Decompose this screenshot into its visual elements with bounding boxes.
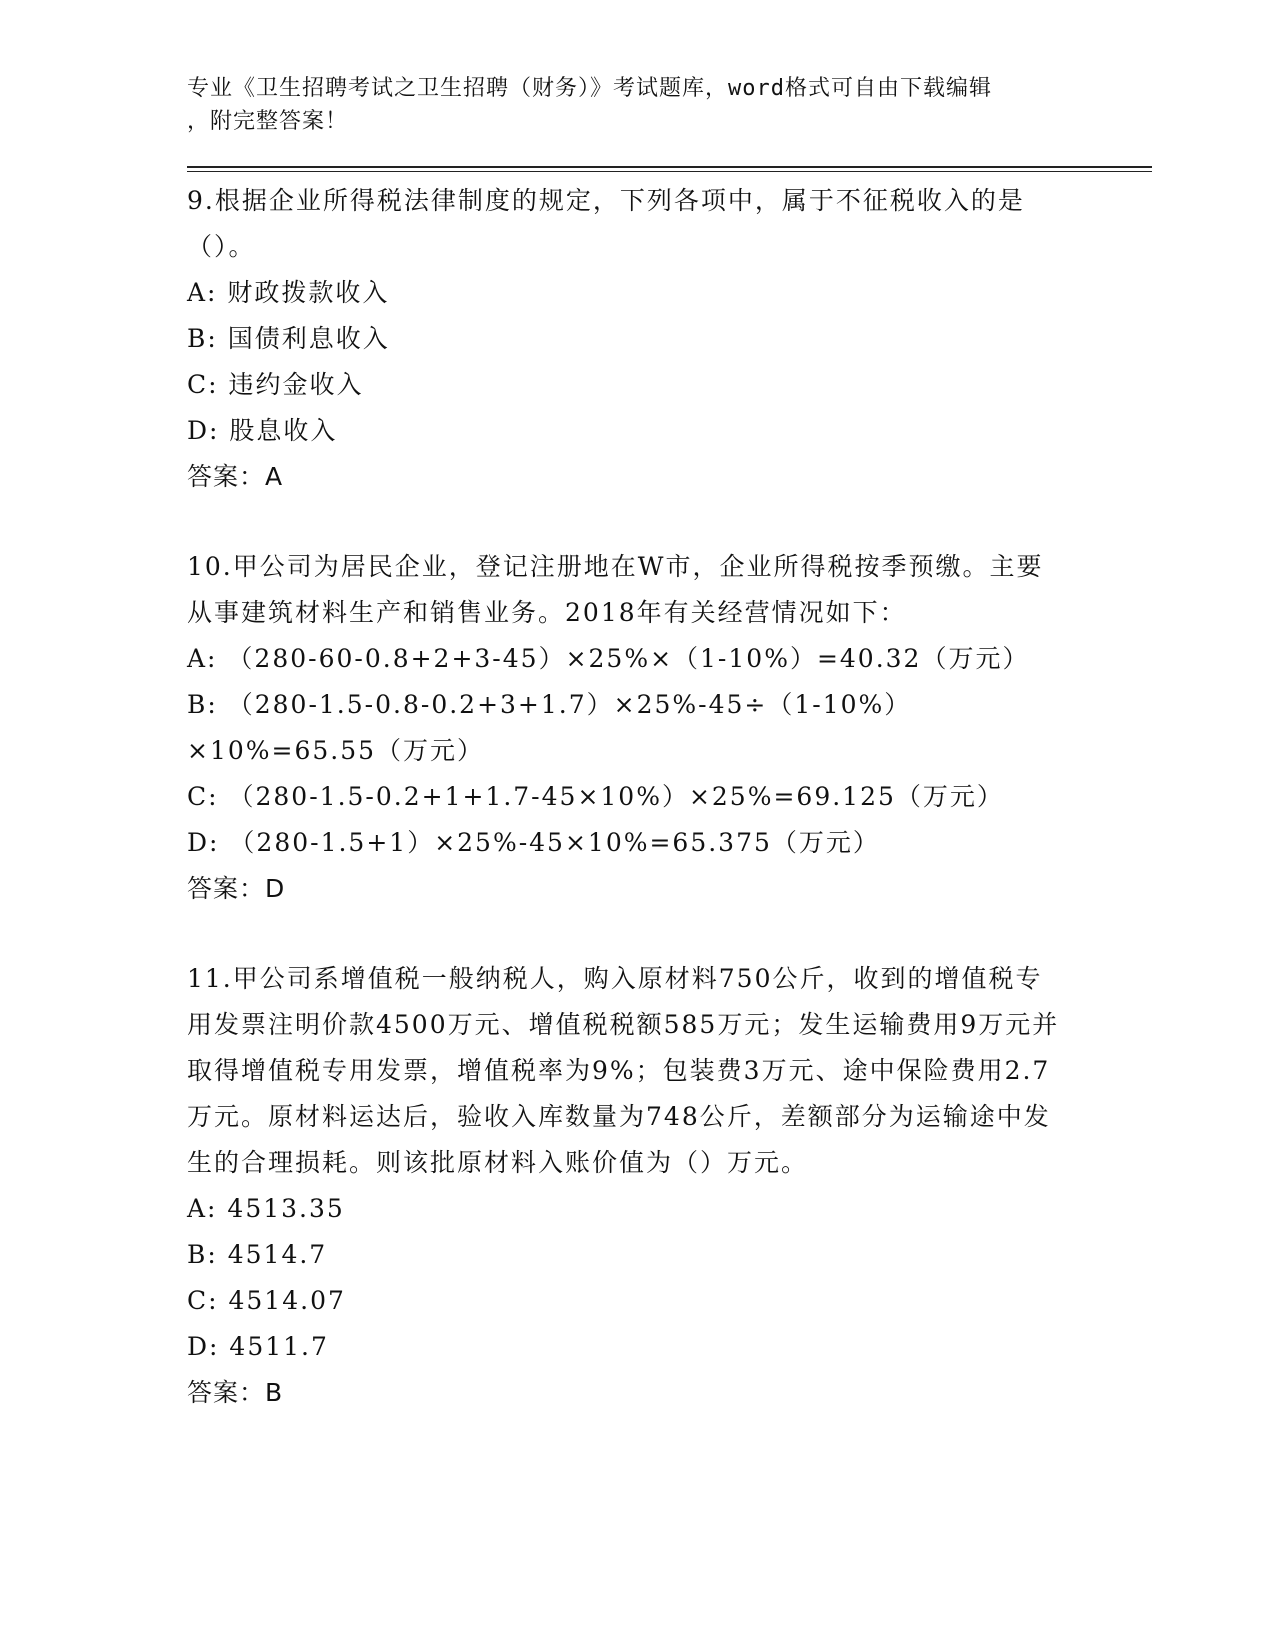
- option-a: A: （280-60-0.8+2+3-45）×25%×（1-10%）=40.32（万元）: [187, 644, 1030, 673]
- document-page: [187, 72, 1152, 1416]
- option-d: D: 4511.7: [187, 1332, 329, 1361]
- option-b: B: （280-1.5-0.8-0.2+3+1.7）×25%-45÷（1-10%）×10%=65.55（万元）: [187, 690, 912, 765]
- header-divider: [187, 166, 1152, 172]
- question-stem: 10.甲公司为居民企业，登记注册地在W市，企业所得税按季预缴。主要从事建筑材料生产和销售业务。2018年有关经营情况如下：: [187, 552, 1044, 627]
- option-c: C: 违约金收入: [187, 370, 364, 399]
- answer-label: 答案：B: [187, 1378, 284, 1407]
- answer-label: 答案：D: [187, 874, 286, 903]
- option-a: A: 财政拨款收入: [187, 278, 390, 307]
- option-a: A: 4513.35: [187, 1194, 345, 1223]
- question-list: [187, 178, 1152, 1416]
- question-10: [187, 544, 1152, 912]
- document-header: 专业《卫生招聘考试之卫生招聘（财务）》考试题库，word格式可自由下载编辑 ，附完整答案！: [187, 76, 992, 134]
- option-b: B: 4514.7: [187, 1240, 328, 1269]
- option-c: C: 4514.07: [187, 1286, 346, 1315]
- option-d: D: （280-1.5+1）×25%-45×10%=65.375（万元）: [187, 828, 880, 857]
- question-stem: 11.甲公司系增值税一般纳税人，购入原材料750公斤，收到的增值税专用发票注明价款4500万元、增值税税额585万元；发生运输费用9万元并取得增值税专用发票，增值税率为9%；包装费3万元、途中保险费用2.7万元。原材料运达后，验收入库数量为748公斤，差额部分为运输途中发生的合理损耗。则该批原材料入账价值为（）万元。: [187, 964, 1060, 1177]
- question-11: [187, 956, 1152, 1416]
- option-b: B: 国债利息收入: [187, 324, 390, 353]
- option-d: D: 股息收入: [187, 416, 338, 445]
- option-c: C: （280-1.5-0.2+1+1.7-45×10%）×25%=69.125（万元）: [187, 782, 1004, 811]
- question-stem: 9.根据企业所得税法律制度的规定，下列各项中，属于不征税收入的是（）。: [187, 186, 1025, 261]
- answer-label: 答案：A: [187, 462, 284, 491]
- question-9: [187, 178, 1152, 500]
